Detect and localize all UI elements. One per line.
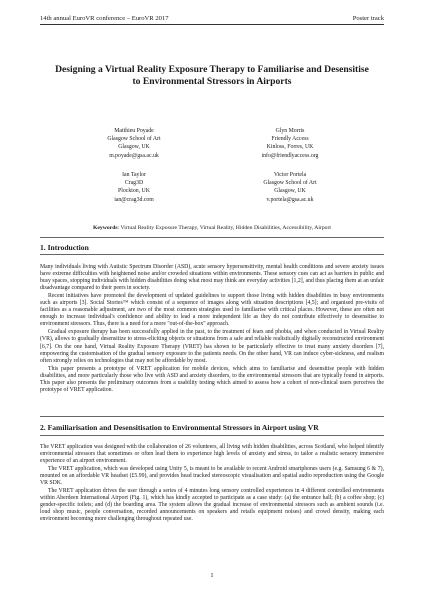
author-email[interactable]: v.portela@gsa.ac.uk [266,196,314,203]
paragraph: The VRET application was designed with the collaboration of 26 volunteers, all living with hidden disabilities, across Scotland, who helped identify environmental stressors that sometimes or often lead them to experience high levels of anxiety and stress, to tailor a realistic sensory immersive experience of an airport environment. [40,444,384,465]
page-number: 1 [210,572,214,579]
paragraph: This paper presents a prototype of VRET application for mobile devices, which aims to familiarise and desensitise people with hidden disabilities, and more particularly those who live with ASD and anxiety disorders, to the environmental stressors that are typically found in airports. This paper also presents the preliminary outcomes from a usability testing which aimed to assess how a cohort of non-clinical users perceives the prototype of VRET application. [40,365,384,393]
author-affiliation: Friendly Access [271,136,309,143]
author-block-2 [215,127,365,160]
section-rule [40,254,384,255]
author-location: Glasgow, UK [118,144,150,151]
running-header-track: Poster track [352,15,384,22]
author-location: Kinloss, Forres, UK [266,144,314,151]
title-line-2: to Environmental Stressors in Airports [132,76,292,87]
author-email[interactable]: ian@crag3d.com [114,196,154,203]
author-location: Plockton, UK [118,188,150,195]
author-email[interactable]: info@friendlyaccess.org [261,152,319,159]
author-block-3 [59,171,209,204]
paragraph: The VRET application, which was developed using Unity 5, is meant to be available to recent Android smartphones users (e.g. Samsung 6 & 7), mounted on an affordable VR headset (£5.99), and provides head tracked stereoscopic visualisation and spatial audio reproduction using the Google VR SDK. [40,466,384,487]
author-block-1 [59,127,209,160]
familiarisation-body [40,444,384,525]
author-affiliation: Glasgow School of Art [263,180,317,187]
paragraph: Recent initiatives have promoted the development of updated guidelines to support those living with hidden disabilities in busy environments such as airports [3]. Social Stories™ which consist of a sequence of images along with situation descriptions [4,5]; and organised pre-visits of facilities as a reasonable adjustment, are two of the most common strategies used to familiarise with critical places. However, these are often not enough to increase individual's confidence and ability to lead a more independent life as they do not contribute effectively to desensitise to environment stressors. Thus, there is a need for a more "out-of-the-box" approach. [40,293,384,328]
keywords-label: Keywords [92,225,118,231]
keywords-text: : Virtual Reality Exposure Therapy, Virtual Reality, Hidden Disabilities, Accessibility, Airport [117,225,331,231]
section-rule [40,416,384,417]
section-heading-familiarisation: 2. Familiarisation and Desensitisation to Environmental Stressors in Airport using VR [40,423,319,432]
paragraph: Gradual exposure therapy has been successfully applied in the past, to the treatment of fears and phobia, and when conducted in Virtual Reality (VR), allows to gradually desensitize to stress-eliciting objects or situations from a safe and reliable realistically digitally reconstructed environment [6,7]. On the one hand, Virtual Reality Exposure Therapy (VRET) has shown to be particularly effective to treat many anxiety disorders [7], empowering the customisation of the gradual sensory exposure to the patients needs. On the other hand, VR can induce cyber-sickness, and realism often strongly relies on technologies that may not be affordable by most. [40,329,384,364]
paper-title [40,64,384,88]
author-block-4 [215,171,365,204]
author-name: Ian Taylor [122,172,146,178]
section-heading-introduction: 1. Introduction [40,243,89,252]
running-header-conference: 14th annual EuroVR conference – EuroVR 2017 [40,15,169,22]
author-name: Victor Portela [273,172,307,178]
section-rule [40,435,384,436]
introduction-body [40,264,384,395]
author-name: Matthieu Poyade [114,128,154,134]
author-location: Glasgow, UK [274,188,306,195]
author-email[interactable]: m.poyade@gsa.ac.uk [109,152,159,159]
author-affiliation: Glasgow School of Art [107,136,161,143]
keywords-line [40,225,384,231]
keywords-rule [40,237,384,238]
paragraph: Many individuals living with Autistic Spectrum Disorder (ASD), acute sensory hypersensitivity, mental health conditions and severe anxiety issues have extreme difficulties with heightened noise and/or crowded situations within environments. These sensory cues can act as barriers in public and busy spaces, stopping individuals with hidden disabilities doing what most may think are everyday activities [1,2], and thus placing them at an unfair disadvantage compared to their peers in society. [40,264,384,292]
header-rule [40,24,384,25]
title-line-1: Designing a Virtual Reality Exposure Therapy to Familiarise and Desensitise [55,64,369,75]
paragraph: The VRET application drives the user through a series of 4 minutes long sensory controlled experiences in 4 different controlled environments within Aberdeen International Airport (Fig. 1), which has kindly accepted to participate as a case study: (a) the entrance hall; (b) a coffee shop; (c) gender-specific toilets; and (d) the boarding area. The system allows the gradual increase of environmental stressors such as ambient sounds (i.e. loud shop music, people conversation, recorded announcements on speakers and retails equipment noises) and crowd density, making each environment becoming more challenging throughout repeated use. [40,488,384,523]
author-affiliation: Crag3D [124,180,144,187]
author-name: Glyn Morris [275,128,305,134]
